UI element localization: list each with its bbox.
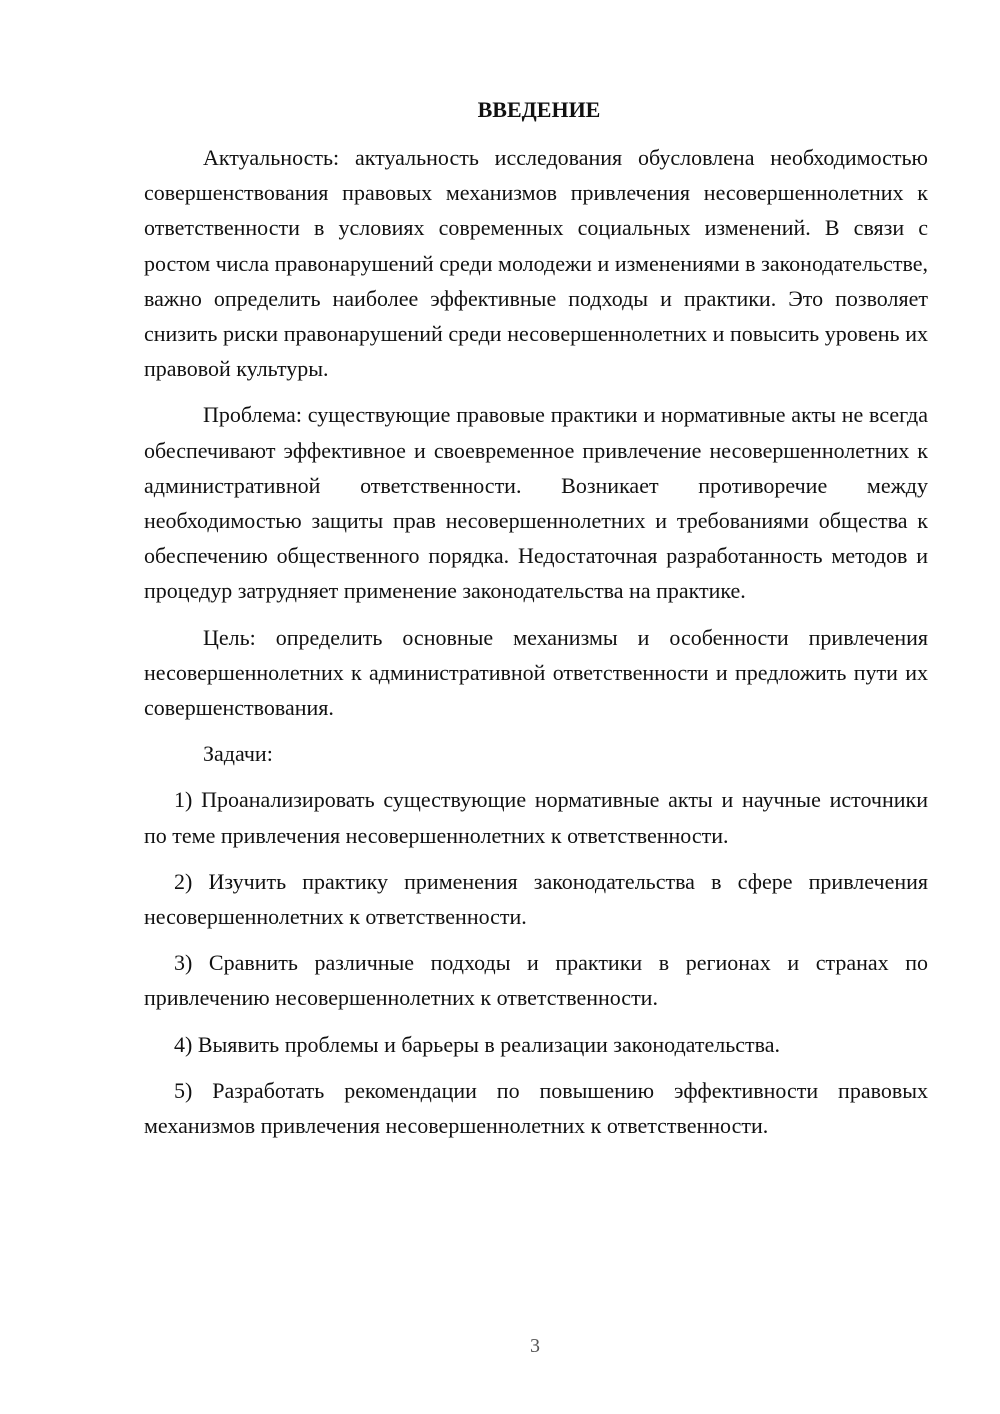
section-title: ВВЕДЕНИЕ xyxy=(477,97,601,122)
task-item: 5) Разработать рекомендации по повышению эффективности правовых механизмов привлечения несовершеннолетних к ответственности. xyxy=(144,1077,928,1139)
task-item: 1) Проанализировать существующие нормативные акты и научные источники по теме привлечения несовершеннолетних к ответственности. xyxy=(144,787,928,848)
task-item: 4) Выявить проблемы и барьеры в реализации законодательства. xyxy=(174,1031,780,1057)
document-page xyxy=(144,92,928,1154)
page-number: 3 xyxy=(530,1335,540,1357)
task-item: 2) Изучить практику применения законодательства в сфере привлечения несовершеннолетних к ответственности. xyxy=(144,868,928,930)
paragraph-goal: Цель: определить основные механизмы и особенности привлечения несовершеннолетних к административной ответственности и предложить пути их совершенствования. xyxy=(144,624,928,721)
tasks-heading: Задачи: xyxy=(203,741,273,767)
paragraph-problem: Проблема: существующие правовые практики и нормативные акты не всегда обеспечивают эффективное и своевременное привлечение несовершеннолетних к административной ответственности. Возникает противоречие между необходимостью защиты прав несовершеннолетних и требованиями общества к обеспечению общественного порядка. Недостаточная разработанность методов и процедур затрудняет применение законодательства на практике. xyxy=(144,402,928,604)
paragraph-relevance: Актуальность: актуальность исследования обусловлена необходимостью совершенствования правовых механизмов привлечения несовершеннолетних к ответственности в условиях современных социальных изменений. В связи с ростом числа правонарушений среди молодежи и изменениями в законодательстве, важно определить наиболее эффективные подходы и практики. Это позволяет снизить риски правонарушений среди несовершеннолетних и повысить уровень их правовой культуры. xyxy=(144,145,928,382)
task-item: 3) Сравнить различные подходы и практики в регионах и странах по привлечению несовершеннолетних к ответственности. xyxy=(144,950,928,1011)
